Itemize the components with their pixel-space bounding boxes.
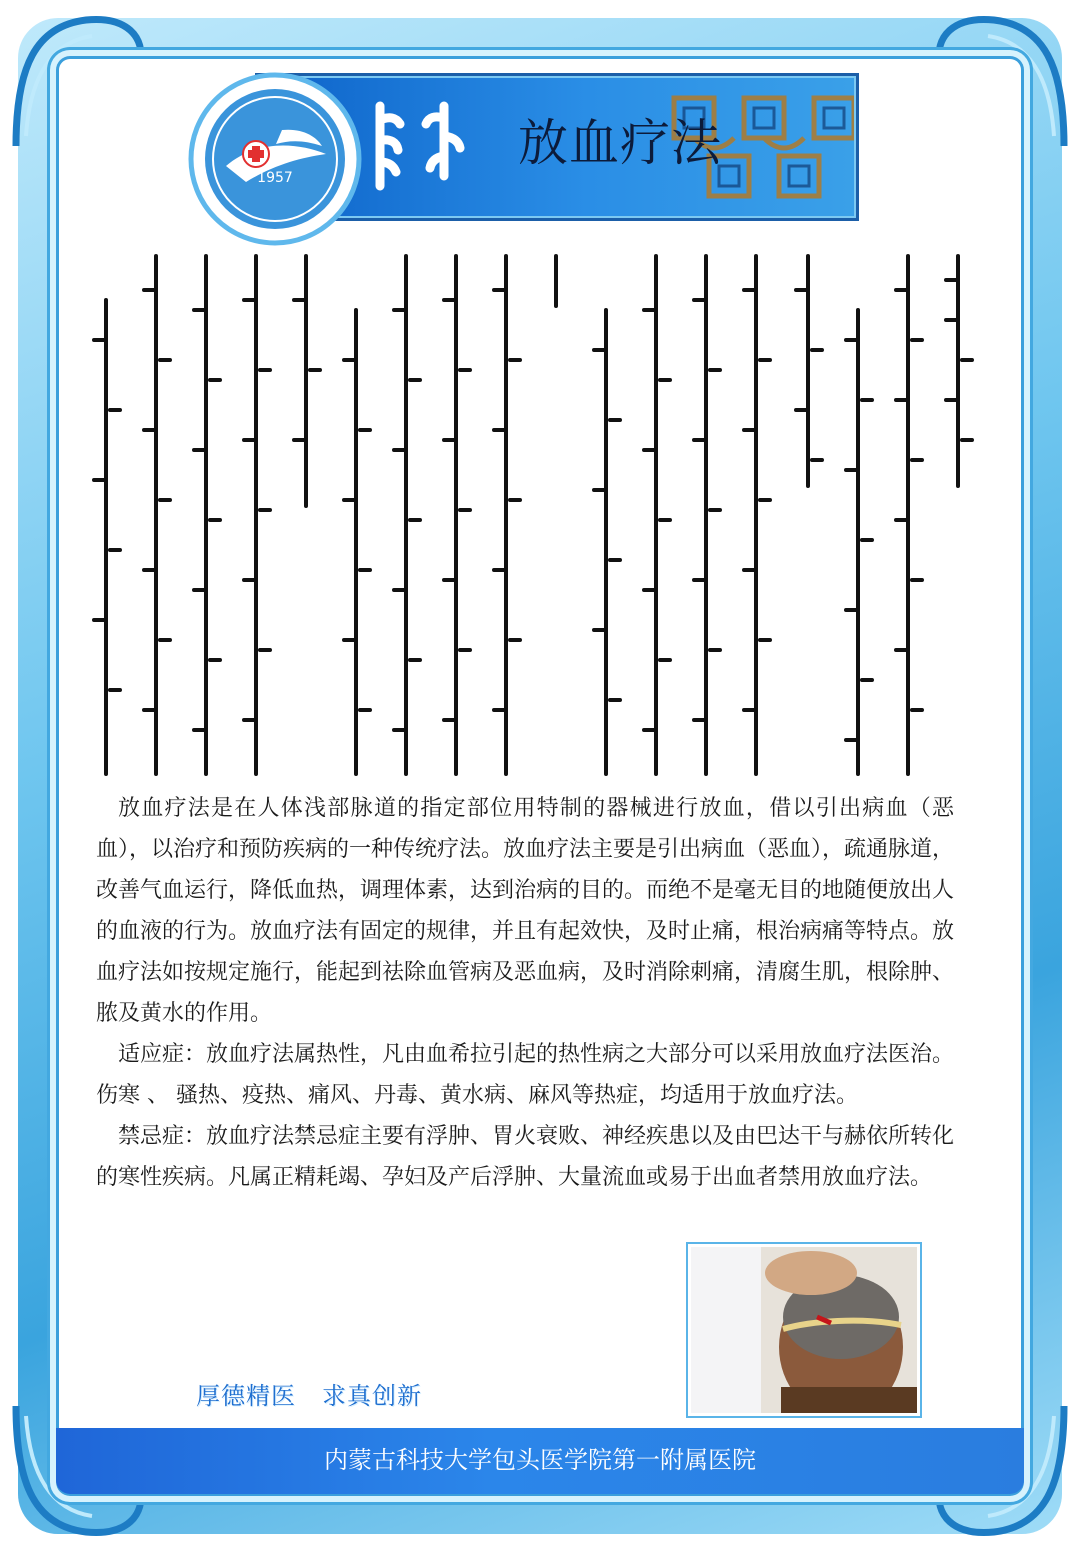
article-body xyxy=(96,788,954,1198)
paragraph-contraindications: 禁忌症：放血疗法禁忌症主要有浮肿、胃火衰败、神经疾患以及由巴达干与赫依所转化的寒性疾病。凡属正精耗竭、孕妇及产后浮肿、大量流血或易于出血者禁用放血疗法。 xyxy=(96,1124,955,1190)
slogan-part-1: 厚德精医 xyxy=(196,1382,296,1410)
hospital-name: 内蒙古科技大学包头医学院第一附属医院 xyxy=(324,1446,756,1474)
mongolian-title-script-icon xyxy=(362,100,472,192)
logo-year: 1957 xyxy=(257,170,293,186)
paragraph-indications: 适应症：放血疗法属热性，凡由血希拉引起的热性病之大部分可以采用放血疗法医治。伤寒 、 骚热、疫热、痛风、丹毒、黄水病、麻风等热症，均适用于放血疗法。 xyxy=(96,1042,955,1108)
hospital-logo-icon xyxy=(186,70,364,248)
slogan xyxy=(196,1378,456,1414)
mongolian-script-text xyxy=(90,250,990,780)
treatment-photo xyxy=(688,1244,920,1416)
slogan-part-2: 求真创新 xyxy=(322,1382,422,1410)
footer-bar xyxy=(56,1428,1024,1494)
page-title: 放血疗法 xyxy=(518,114,722,172)
paragraph-intro: 放血疗法是在人体浅部脉道的指定部位用特制的器械进行放血，借以引出病血（恶血），以治疗和预防疾病的一种传统疗法。放血疗法主要是引出病血（恶血），疏通脉道，改善气血运行，降低血热，调理体素，达到治病的目的。而绝不是毫无目的地随便放出人的血液的行为。放血疗法有固定的规律，并且有起效快，及时止痛，根治病痛等特点。放血疗法如按规定施行，能起到祛除血管病及恶血病，及时消除刺痛，清腐生肌，根除肿、脓及黄水的作用。 xyxy=(96,796,955,1026)
